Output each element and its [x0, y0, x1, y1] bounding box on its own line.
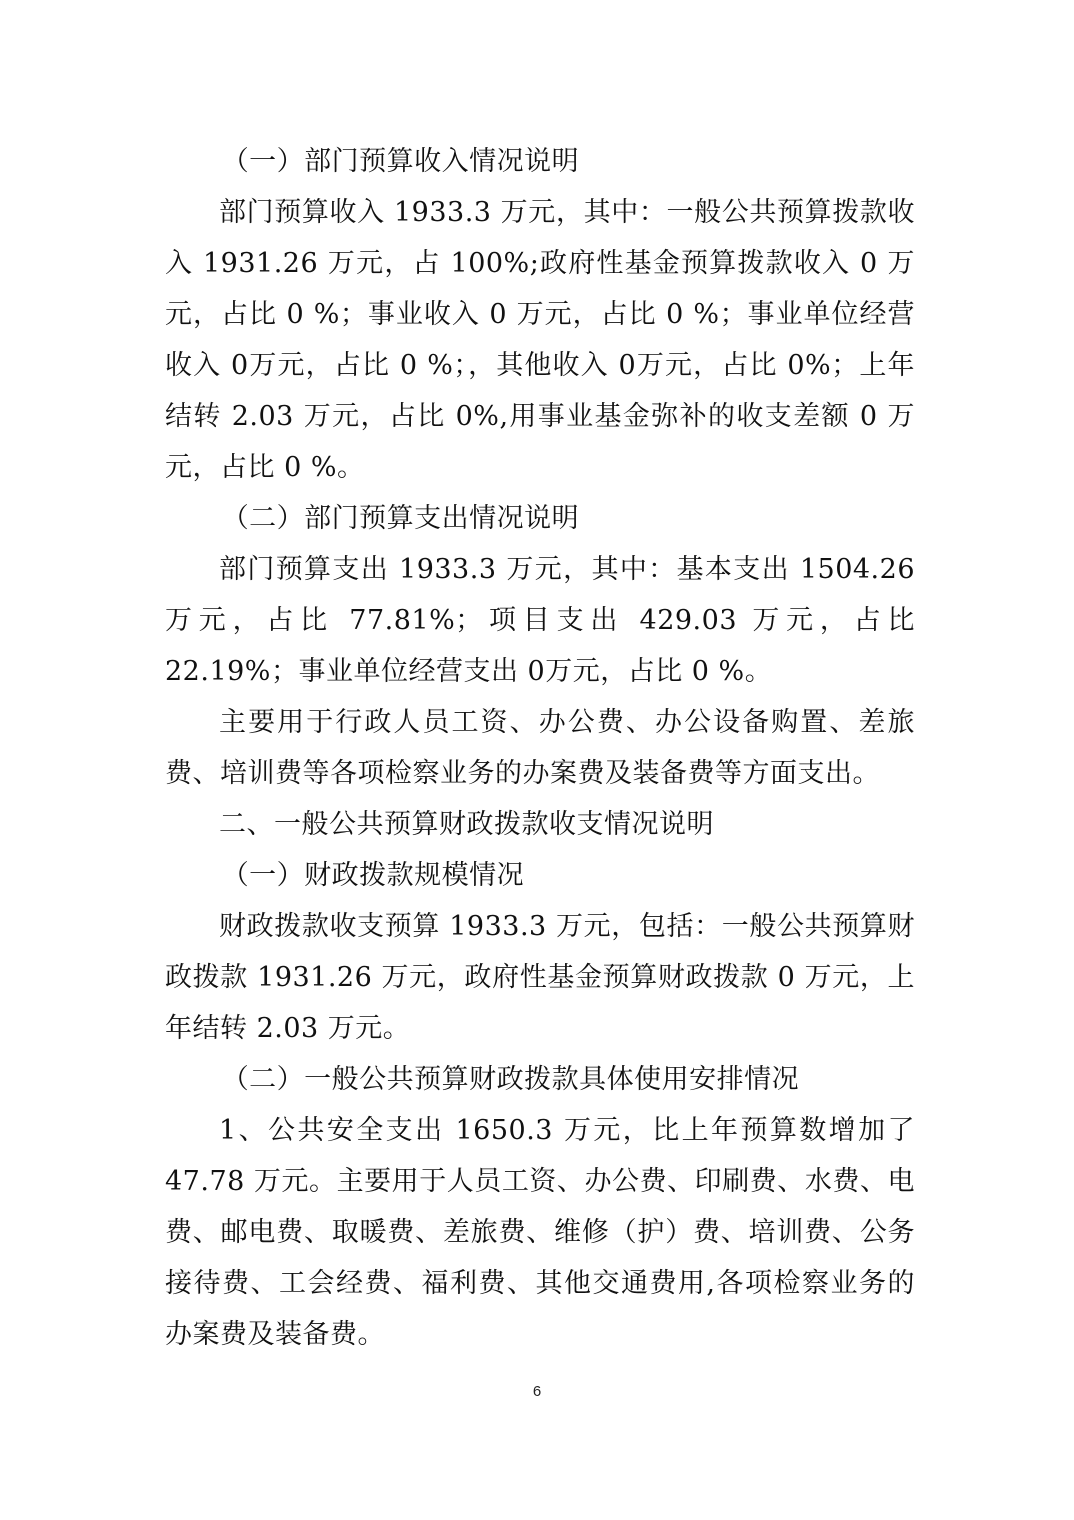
usage-section-heading: （二）一般公共预算财政拨款具体使用安排情况: [221, 1064, 800, 1095]
expense-paragraph: 部门预算支出 1933.3 万元，其中：基本支出 1504.26 万元，占比 77.81%；项目支出 429.03 万元，占比 22.19%；事业单位经营支出 0万元，占比 0 %。: [165, 554, 915, 687]
general-budget-heading: 二、一般公共预算财政拨款收支情况说明: [219, 809, 714, 840]
item1-paragraph: [165, 1105, 915, 1360]
expense-section-heading: （二）部门预算支出情况说明: [221, 503, 580, 534]
income-section-heading: （一）部门预算收入情况说明: [221, 146, 580, 177]
item1-body: 1650.3 万元，比上年预算数增加了 47.78 万元。主要用于人员工资、办公费、印刷费、水费、电费、邮电费、取暖费、差旅费、维修（护）费、培训费、公务接待费、工会经费、福利费、其他交通费用,各项检察业务的办案费及装备费。: [165, 1115, 916, 1350]
scale-paragraph: 财政拨款收支预算 1933.3 万元，包括：一般公共预算财政拨款 1931.26 万元，政府性基金预算财政拨款 0 万元，上年结转 2.03 万元。: [165, 911, 915, 1044]
income-paragraph: 部门预算收入 1933.3 万元，其中：一般公共预算拨款收入 1931.26 万元，占 100%;政府性基金预算拨款收入 0 万元，占比 0 %；事业收入 0 万元，占比 0 %；事业单位经营收入 0万元，占比 0 %；，其他收入 0万元，占比 0%；上年结转 2.03 万元，占比 0%,用事业基金弥补的收支差额 0 万元，占比 0 %。: [165, 197, 915, 483]
page-number: 6: [532, 1383, 542, 1400]
document-body: [165, 136, 915, 1360]
expense-usage-paragraph: 主要用于行政人员工资、办公费、办公设备购置、差旅费、培训费等各项检察业务的办案费及装备费等方面支出。: [165, 707, 915, 789]
item1-emphasis: 公共安全支出: [268, 1115, 445, 1146]
scale-section-heading: （一）财政拨款规模情况: [221, 860, 525, 891]
item1-prefix: 1、: [219, 1115, 269, 1146]
